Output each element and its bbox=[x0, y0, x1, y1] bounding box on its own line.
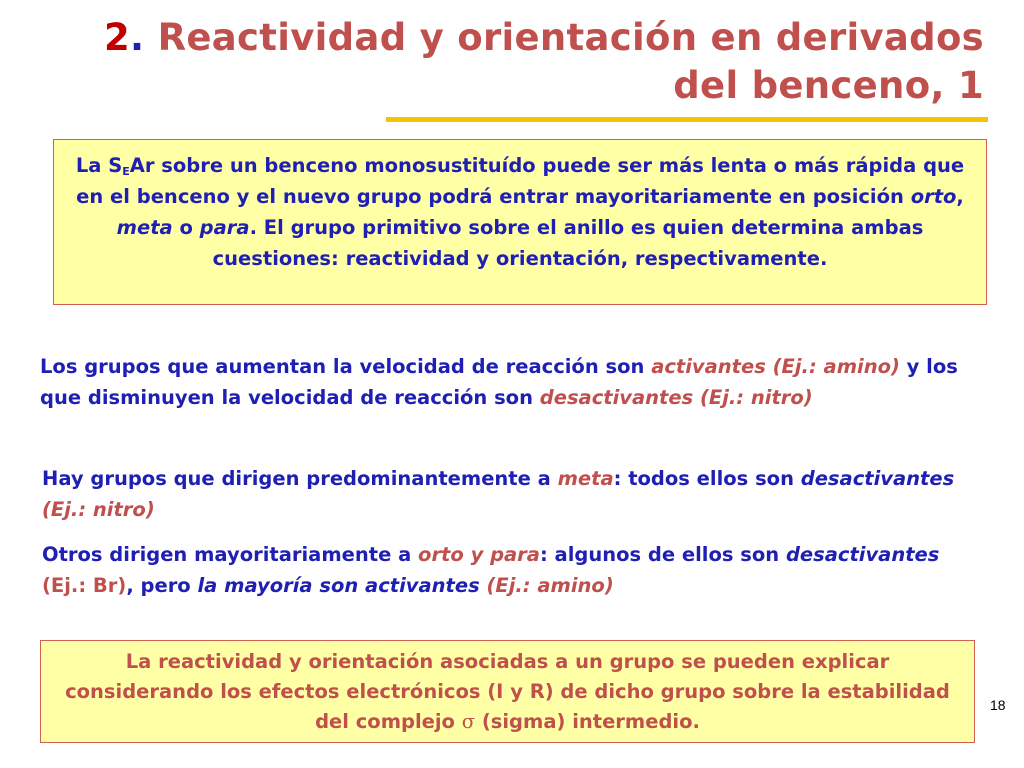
intro-text-3: . El grupo primitivo sobre el anillo es quien determina ambas cuestiones: reactividad y orientación, respectivamente. bbox=[212, 216, 924, 270]
title-line-1: Reactividad y orientación en derivados bbox=[144, 16, 984, 59]
p1-example-1: (Ej.: amino) bbox=[772, 355, 900, 378]
p3-example-1: (Ej.: Br) bbox=[42, 574, 127, 597]
intro-meta: meta bbox=[116, 216, 173, 239]
intro-o: o bbox=[172, 216, 200, 239]
slide-title bbox=[24, 14, 984, 110]
conclusion-text-2: (sigma) intermedio. bbox=[475, 710, 700, 733]
sigma-symbol: σ bbox=[461, 710, 476, 733]
intro-text-2: Ar sobre un benceno monosustituído puede ser más lenta o más rápida que en el benceno y el nuevo grupo podrá entrar mayoritariamente en posición bbox=[76, 154, 965, 208]
title-line-2: del benceno, 1 bbox=[673, 64, 984, 107]
p2-text-1: Hay grupos que dirigen predominantemente a bbox=[42, 467, 558, 490]
intro-text-1: La S bbox=[75, 154, 123, 177]
p1-activantes: activantes bbox=[651, 355, 766, 378]
p1-text-1: Los grupos que aumentan la velocidad de reacción son bbox=[40, 355, 652, 378]
title-dot: . bbox=[130, 16, 145, 59]
title-number: 2 bbox=[104, 16, 131, 59]
paragraph-meta bbox=[42, 463, 982, 525]
p1-example-2: (Ej.: nitro) bbox=[693, 386, 813, 409]
p2-text-2: : todos ellos son bbox=[613, 467, 801, 490]
paragraph-orto-para bbox=[42, 539, 982, 601]
page-number: 18 bbox=[990, 697, 1006, 713]
intro-box bbox=[53, 139, 987, 305]
intro-subscript: E bbox=[122, 165, 130, 178]
intro-comma: , bbox=[956, 185, 964, 208]
title-underline bbox=[386, 117, 988, 122]
intro-orto: orto bbox=[910, 185, 957, 208]
p2-example: (Ej.: nitro) bbox=[42, 498, 155, 521]
p2-meta: meta bbox=[557, 467, 614, 490]
paragraph-activantes bbox=[40, 351, 980, 413]
intro-para: para bbox=[199, 216, 250, 239]
conclusion-text-1: La reactividad y orientación asociadas a un grupo se pueden explicar considerando los efectos electrónicos (I y R) de dicho grupo sobre la estabilidad del complejo bbox=[65, 650, 950, 733]
p3-text-2: : algunos de ellos son bbox=[539, 543, 786, 566]
p3-desactivantes: desactivantes bbox=[785, 543, 940, 566]
p2-desactivantes: desactivantes bbox=[800, 467, 955, 490]
p1-desactivantes: desactivantes bbox=[539, 386, 694, 409]
p3-example-2: (Ej.: amino) bbox=[479, 574, 614, 597]
p1-text-2: y los que disminuyen la velocidad de reacción son bbox=[40, 355, 958, 409]
p3-text-1: Otros dirigen mayoritariamente a bbox=[42, 543, 419, 566]
p3-orto-para: orto y para bbox=[418, 543, 540, 566]
conclusion-box bbox=[40, 640, 975, 743]
p3-mayoria: la mayoría son activantes bbox=[197, 574, 480, 597]
p3-text-3: , pero bbox=[126, 574, 198, 597]
